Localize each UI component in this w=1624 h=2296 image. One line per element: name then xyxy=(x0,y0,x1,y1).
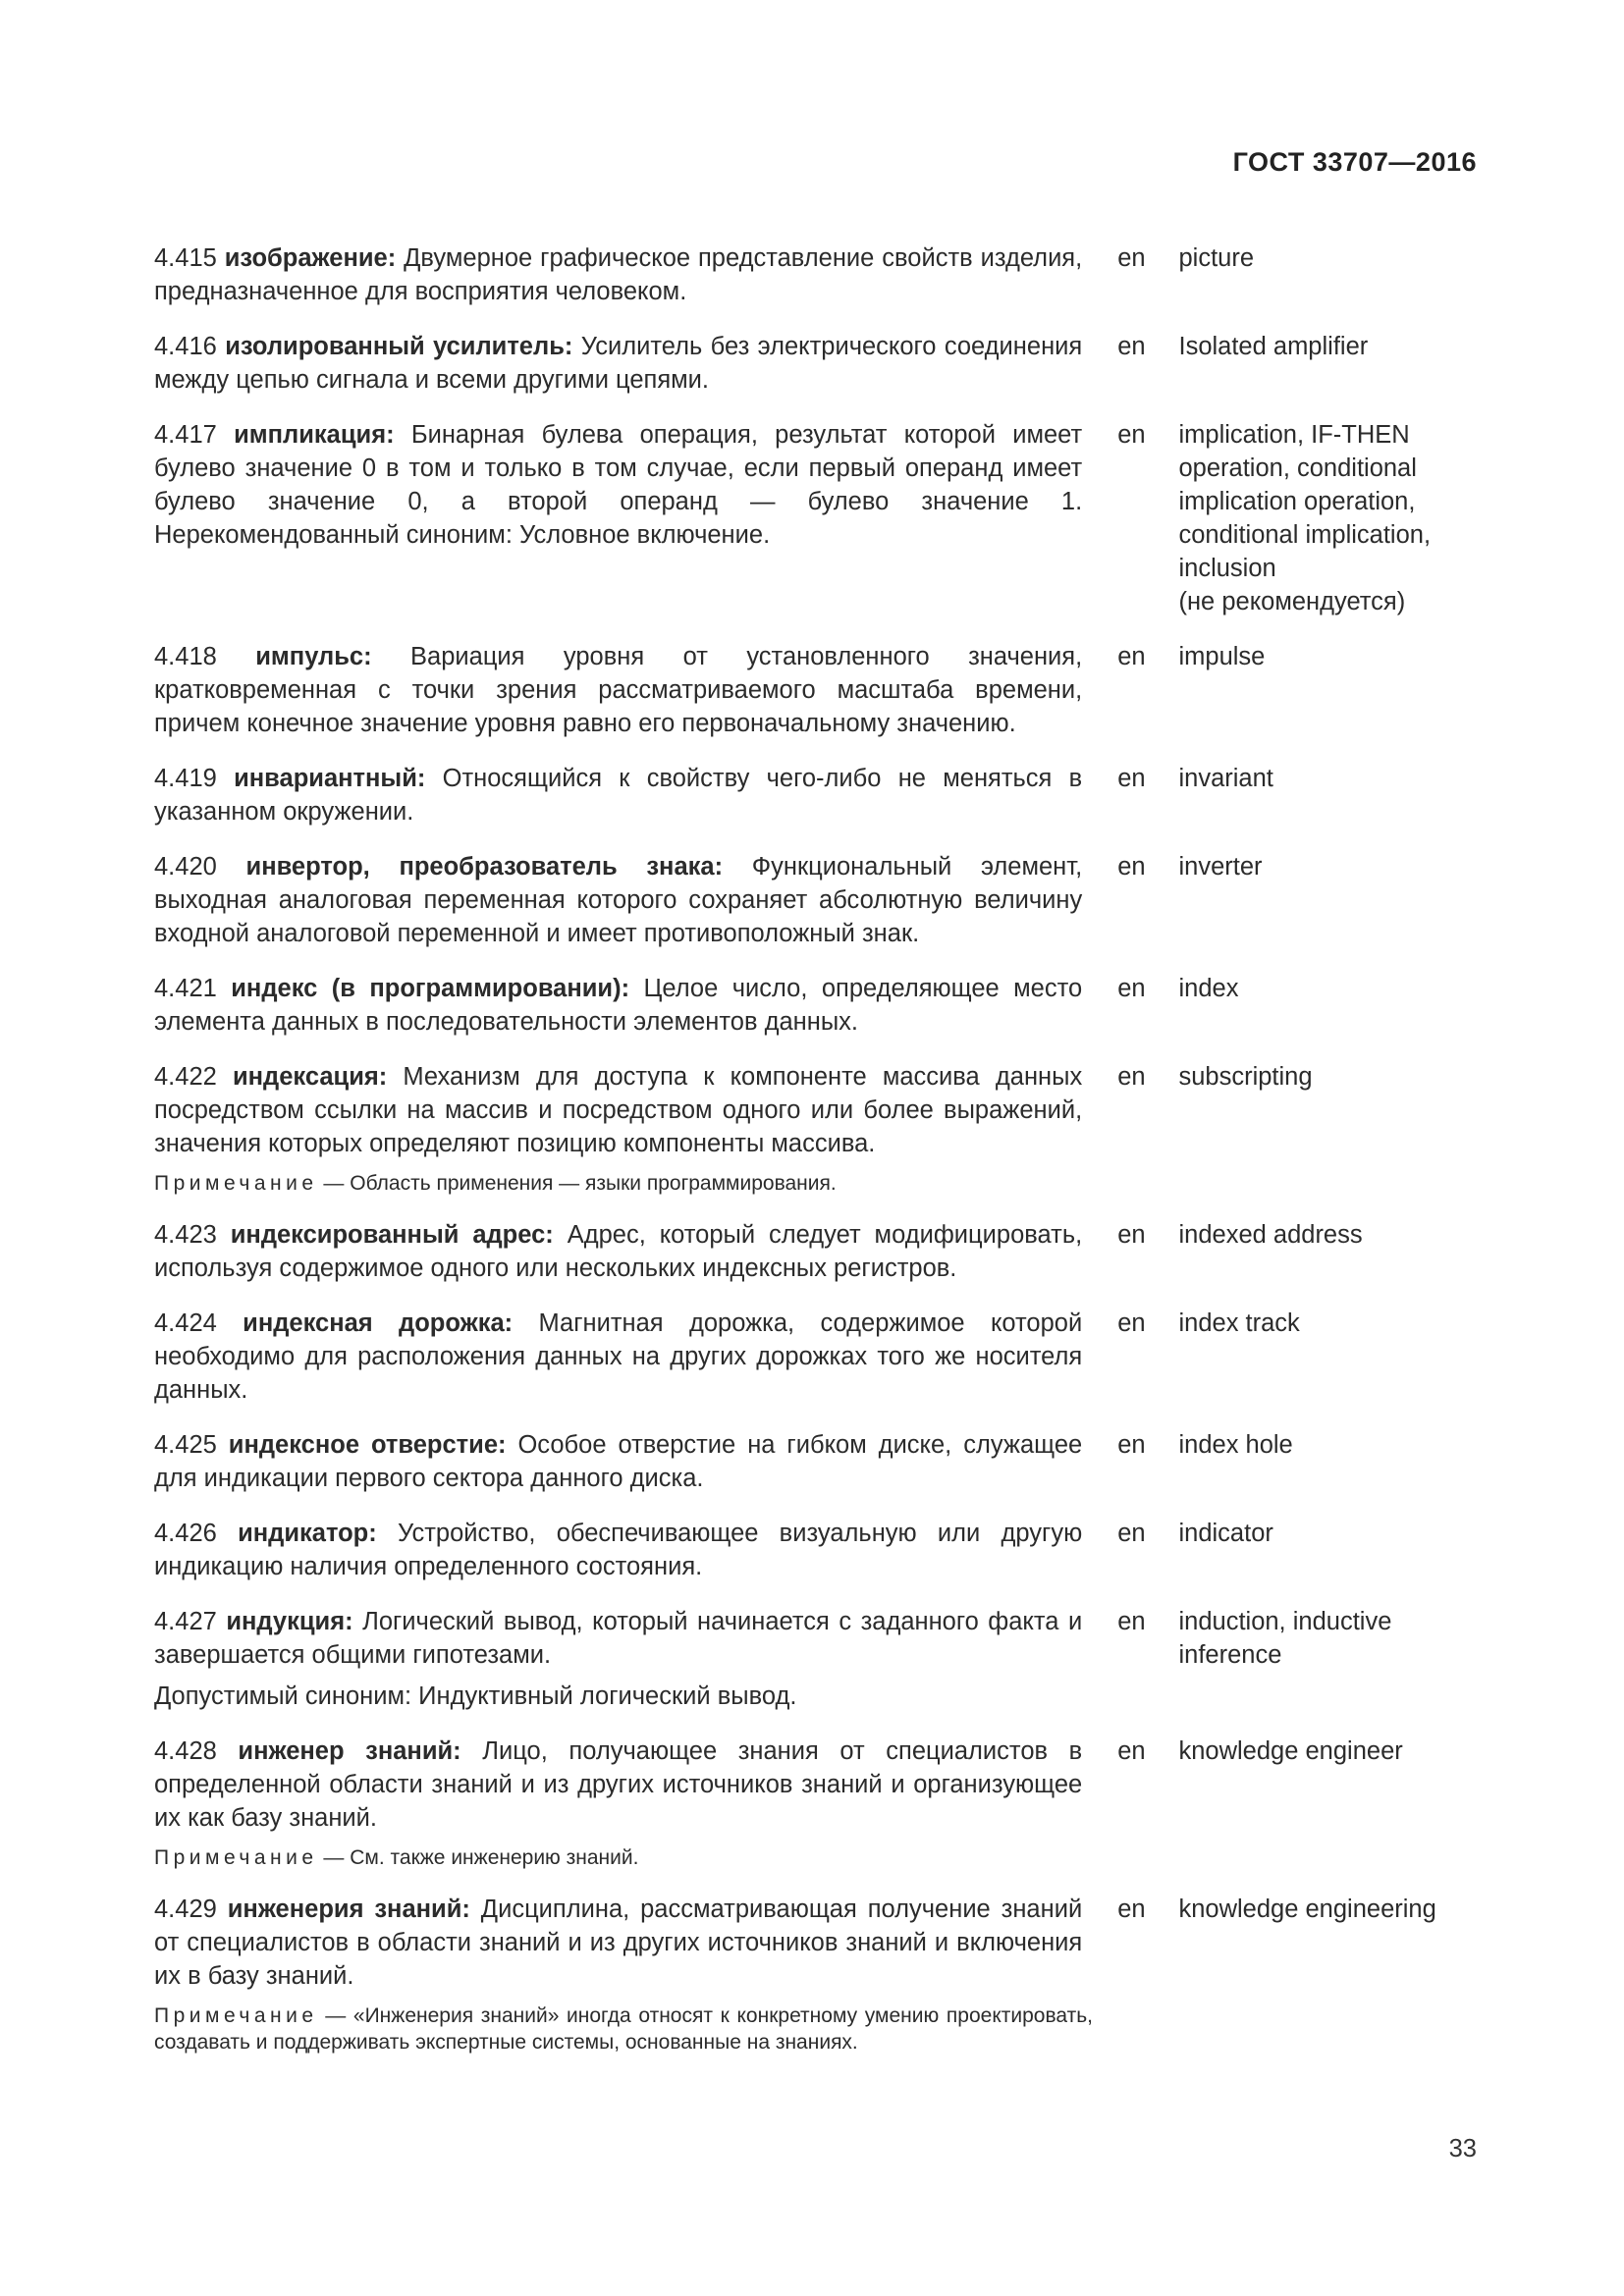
note-label: Примечание xyxy=(154,2004,318,2027)
term-text: Вариация уровня от установленного значения, кратковременная с точки зрения рассматриваемого масштаба времени, причем конечное значение уровня равно его первоначальному значению. xyxy=(154,643,1083,737)
english-equivalent: index track xyxy=(1178,1309,1300,1337)
term-text: Особое отверстие на гибком диске, служащее для индикации первого сектора данного диска. xyxy=(154,1431,1083,1492)
term-number: 4.428 xyxy=(154,1737,217,1765)
term-row xyxy=(154,1517,1480,1583)
english-equivalent: picture xyxy=(1178,244,1255,272)
term-name: индекс (в программировании): xyxy=(231,975,630,1002)
language-code: en xyxy=(1117,1309,1146,1337)
note-text: — См. также инженерию знаний. xyxy=(317,1846,639,1869)
term-text: Бинарная булева операция, результат которой имеет булево значение 0 в том и только в том случае, если первый операнд имеет булево значение 0, а второй операнд — булево значение 1. Нерекомендованный синоним: Условное включение. xyxy=(154,421,1083,549)
term-entry xyxy=(154,1893,1480,2056)
term-number: 4.425 xyxy=(154,1431,217,1459)
language-code: en xyxy=(1117,1520,1146,1547)
term-number: 4.421 xyxy=(154,975,217,1002)
english-equivalent: indicator xyxy=(1178,1520,1273,1547)
language-code: en xyxy=(1117,421,1146,449)
term-entry xyxy=(154,418,1480,618)
term-number: 4.427 xyxy=(154,1608,217,1635)
term-note xyxy=(154,1844,1093,1871)
term-name: индексация: xyxy=(232,1063,388,1091)
term-row xyxy=(154,972,1480,1039)
term-number: 4.417 xyxy=(154,421,217,449)
term-number: 4.424 xyxy=(154,1309,217,1337)
term-name: индукция: xyxy=(226,1608,353,1635)
term-name: инвертор, преобразователь знака: xyxy=(245,853,724,881)
term-row xyxy=(154,330,1480,397)
term-text: Магнитная дорожка, содержимое которой необходимо для расположения данных на других дорожках того же носителя данных. xyxy=(154,1309,1083,1404)
term-entry xyxy=(154,850,1480,950)
term-definition xyxy=(154,418,1082,618)
term-text: Дисциплина, рассматривающая получение знаний от специалистов в области знаний и из других источников знаний и включения их в базу знаний. xyxy=(154,1896,1083,1990)
term-entries xyxy=(154,241,1480,2077)
language-code: en xyxy=(1117,1608,1146,1635)
document-header: ГОСТ 33707—2016 xyxy=(1232,147,1477,177)
term-note xyxy=(154,1170,1093,1197)
language-code: en xyxy=(1117,333,1146,360)
english-equivalent: knowledge engineering xyxy=(1178,1896,1436,1923)
english-equivalent: inverter xyxy=(1178,853,1263,881)
term-name: изображение: xyxy=(224,244,397,272)
term-synonym: Допустимый синоним: Индуктивный логический вывод. xyxy=(154,1682,797,1710)
term-entry xyxy=(154,1218,1480,1285)
term-number: 4.429 xyxy=(154,1896,217,1923)
term-entry xyxy=(154,1517,1480,1583)
note-text: — Область применения — языки программирования. xyxy=(317,1172,837,1195)
term-definition xyxy=(154,1735,1082,1835)
term-row xyxy=(154,762,1480,828)
language-code: en xyxy=(1117,244,1146,272)
term-definition xyxy=(154,1605,1082,1672)
term-row xyxy=(154,418,1480,618)
term-entry xyxy=(154,241,1480,308)
term-row xyxy=(154,1605,1480,1672)
term-row xyxy=(154,1428,1480,1495)
term-name: импликация: xyxy=(234,421,395,449)
term-number: 4.426 xyxy=(154,1520,217,1547)
term-entry xyxy=(154,330,1480,397)
language-code: en xyxy=(1117,1896,1146,1923)
term-number: 4.423 xyxy=(154,1221,217,1249)
term-number: 4.415 xyxy=(154,244,217,272)
term-number: 4.419 xyxy=(154,765,217,792)
term-definition xyxy=(154,241,1082,308)
language-code: en xyxy=(1117,853,1146,881)
term-number: 4.420 xyxy=(154,853,217,881)
language-code: en xyxy=(1117,1737,1146,1765)
term-number: 4.422 xyxy=(154,1063,217,1091)
term-row xyxy=(154,1218,1480,1285)
term-entry xyxy=(154,1060,1480,1197)
english-equivalent: Isolated amplifier xyxy=(1178,333,1369,360)
language-code: en xyxy=(1117,975,1146,1002)
term-text: Адрес, который следует модифицировать, используя содержимое одного или нескольких индексных регистров. xyxy=(154,1221,1083,1282)
term-text: Целое число, определяющее место элемента данных в последовательности элементов данных. xyxy=(154,975,1083,1036)
english-equivalent: impulse xyxy=(1178,643,1266,670)
term-name: инженер знаний: xyxy=(238,1737,461,1765)
term-name: индексная дорожка: xyxy=(243,1309,514,1337)
english-equivalent: induction, inductive inference xyxy=(1178,1608,1392,1669)
term-number: 4.416 xyxy=(154,333,217,360)
language-code: en xyxy=(1117,1431,1146,1459)
term-definition xyxy=(154,640,1082,740)
note-label: Примечание xyxy=(154,1846,318,1869)
term-definition xyxy=(154,850,1082,950)
term-definition xyxy=(154,330,1082,397)
term-name: индексированный адрес: xyxy=(230,1221,554,1249)
note-label: Примечание xyxy=(154,1172,318,1195)
term-text: Логический вывод, который начинается с заданного факта и завершается общими гипотезами. xyxy=(154,1608,1083,1669)
term-row xyxy=(154,640,1480,740)
language-code: en xyxy=(1117,1063,1146,1091)
term-definition xyxy=(154,1307,1082,1407)
term-entry xyxy=(154,762,1480,828)
term-name: индексное отверстие: xyxy=(228,1431,507,1459)
term-row xyxy=(154,1735,1480,1835)
term-definition xyxy=(154,1428,1082,1495)
term-row xyxy=(154,850,1480,950)
term-row xyxy=(154,1060,1480,1160)
language-code: en xyxy=(1117,1221,1146,1249)
page-number: 33 xyxy=(1448,2135,1477,2163)
term-text: Двумерное графическое представление свойств изделия, предназначенное для восприятия человеком. xyxy=(154,244,1083,305)
term-entry xyxy=(154,1605,1480,1713)
english-equivalent: indexed address xyxy=(1178,1221,1363,1249)
term-name: инвариантный: xyxy=(234,765,426,792)
language-code: en xyxy=(1117,765,1146,792)
english-equivalent: subscripting xyxy=(1178,1063,1313,1091)
term-text: Лицо, получающее знания от специалистов в определенной области знаний и из других источников знаний и организующее их как базу знаний. xyxy=(154,1737,1083,1832)
term-definition xyxy=(154,1060,1082,1160)
english-equivalent: index hole xyxy=(1178,1431,1293,1459)
term-entry xyxy=(154,972,1480,1039)
term-text: Устройство, обеспечивающее визуальную или другую индикацию наличия определенного состояния. xyxy=(154,1520,1083,1580)
term-definition xyxy=(154,1517,1082,1583)
english-equivalent: invariant xyxy=(1178,765,1273,792)
term-definition xyxy=(154,762,1082,828)
term-definition xyxy=(154,1893,1082,1993)
term-definition xyxy=(154,1218,1082,1285)
term-note xyxy=(154,2002,1093,2056)
term-name: индикатор: xyxy=(238,1520,377,1547)
term-entry xyxy=(154,1428,1480,1495)
term-entry xyxy=(154,1307,1480,1407)
english-equivalent: knowledge engineer xyxy=(1178,1737,1403,1765)
term-row xyxy=(154,241,1480,308)
english-equivalent: index xyxy=(1178,975,1239,1002)
language-code: en xyxy=(1117,643,1146,670)
term-name: инженерия знаний: xyxy=(227,1896,470,1923)
term-entry xyxy=(154,640,1480,740)
term-row xyxy=(154,1893,1480,1993)
term-definition xyxy=(154,972,1082,1039)
term-text: Механизм для доступа к компоненте массива данных посредством ссылки на массив и посредством одного или более выражений, значения которых определяют позицию компоненты массива. xyxy=(154,1063,1083,1157)
term-text: Относящийся к свойству чего-либо не меняться в указанном окружении. xyxy=(154,765,1083,826)
term-entry xyxy=(154,1735,1480,1871)
english-equivalent: implication, IF-THEN operation, conditional implication operation, conditional implication, inclusion (не рекомендуется) xyxy=(1178,421,1432,615)
term-name: изолированный усилитель: xyxy=(225,333,573,360)
term-row xyxy=(154,1307,1480,1407)
term-text: Усилитель без электрического соединения между цепью сигнала и всеми другими цепями. xyxy=(154,333,1083,394)
term-text: Функциональный элемент, выходная аналоговая переменная которого сохраняет абсолютную величину входной аналоговой переменной и имеет противоположный знак. xyxy=(154,853,1083,947)
term-name: импульс: xyxy=(255,643,372,670)
note-text: — «Инженерия знаний» иногда относят к конкретному умению проектировать, создавать и поддерживать экспертные системы, основанные на знаниях. xyxy=(154,2004,1093,2054)
term-number: 4.418 xyxy=(154,643,217,670)
